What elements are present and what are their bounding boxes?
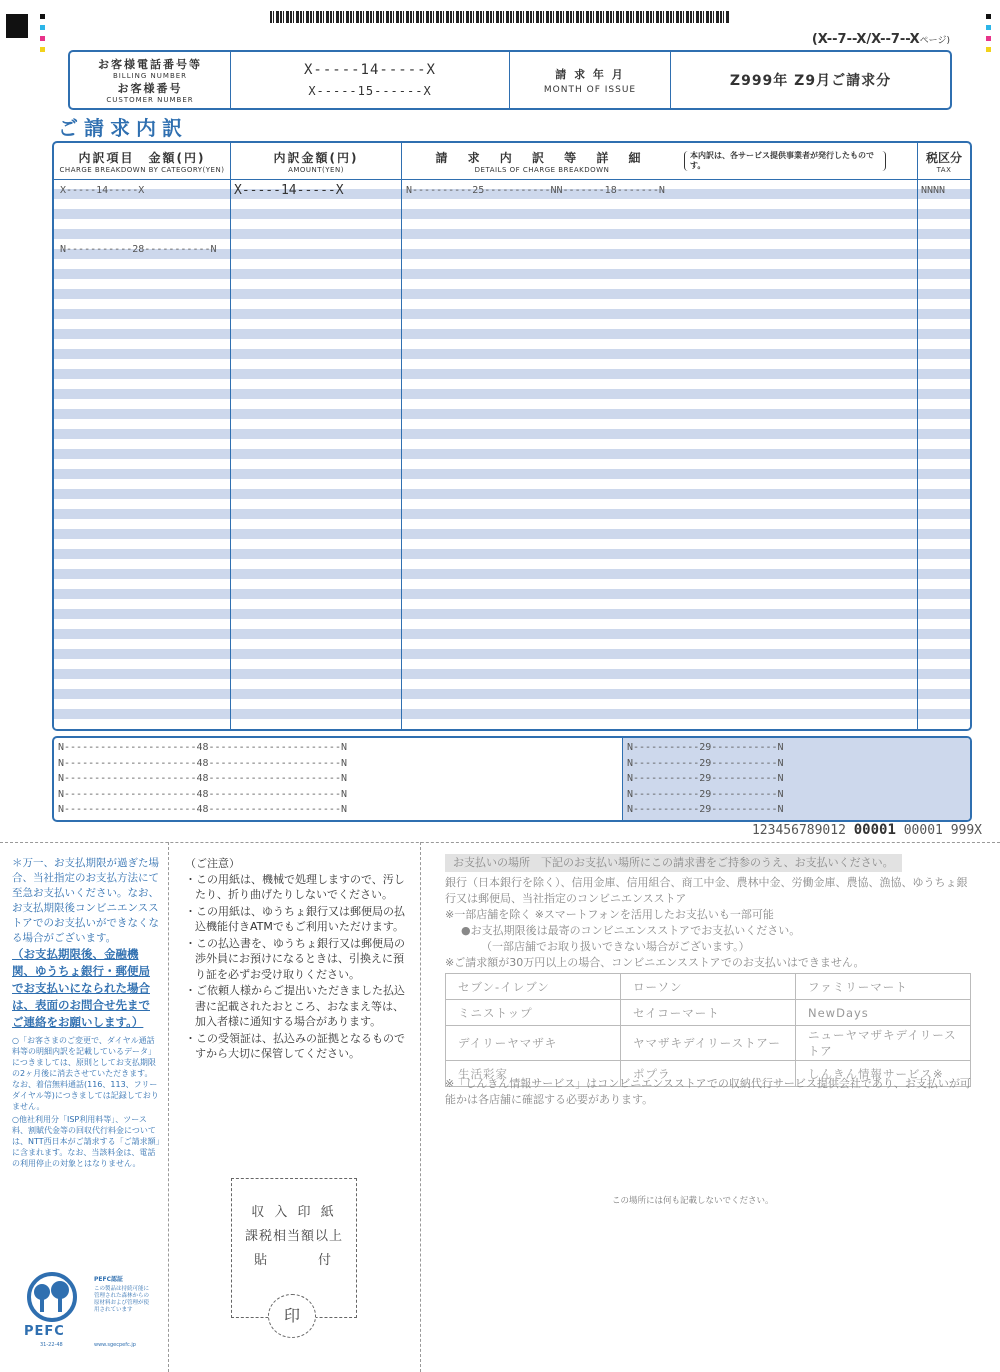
- billing-number: X-----14-----X: [303, 62, 436, 78]
- serial-number: 123456789012 00001 00001 999X: [751, 822, 982, 838]
- summary-left-row: N----------------------48----------------------N: [58, 773, 347, 784]
- perforation-vertical-2: [420, 842, 421, 1372]
- summary-right-row: N-----------29-----------N: [627, 804, 784, 815]
- caution-item: ・この用紙は、ゆうちょ銀行又は郵便局の払込機能付きATMでもご利用いただけます。: [185, 904, 405, 933]
- row2-category: N-----------28-----------N: [60, 244, 217, 255]
- registration-square: [6, 14, 28, 38]
- summary-right-row: N-----------29-----------N: [627, 773, 784, 784]
- month-label-cell: 請 求 年 月 MONTH OF ISSUE: [510, 52, 671, 108]
- caution-item: ・この払込書を、ゆうちょ銀行又は郵便局の渉外員にお預けになるときは、引換えに預り証を必ずお受け取りください。: [185, 936, 405, 981]
- summary-right-row: N-----------29-----------N: [627, 742, 784, 753]
- overdue-notice: ＊万一、お支払期限が過ぎた場合、当社指定のお支払方法にて至急お支払いください。なお、お支払期限後コンビニエンスストアでのお支払いができなくなる場合がございます。 （お支払期限後、金融機関、ゆうちょ銀行・郵便局でお支払いになられた場合は、表面のお問合せ先までご連絡をお願いします。） ○「お客さまのご変更で、ダイヤル通話料等の明細内訳を記載しているデータ」につきましては、原則としてお支払期限の2ヶ月後に消去させていただきます。なお、着信無料通話(116、113、フリーダイヤル等)につきましては記録しておりません。 ○他社利用分「ISP利用料等」、ツース料、割賦代金等の回収代行料金については、NTT西日本がご請求する「ご請求額」に含まれます。なお、当該料金は、電話の利用停止の対象とはなりません。: [12, 857, 160, 1168]
- store-cell: ニューヤマザキデイリーストア: [796, 1026, 971, 1061]
- month-of-issue: Z999年 Z9月ご請求分: [729, 73, 892, 89]
- store-cell: セイコーマート: [621, 1000, 796, 1026]
- billing-label: お客様電話番号等: [98, 58, 202, 71]
- caution-item: ・この受領証は、払込みの証拠となるものですから大切に保管してください。: [185, 1031, 405, 1060]
- summary-right: [622, 738, 970, 822]
- table-row: [446, 1026, 971, 1061]
- store-cell: NewDays: [796, 1000, 971, 1026]
- table-row: [446, 974, 971, 1000]
- billing-value-cell: [231, 52, 510, 108]
- store-cell: 生活彩家: [446, 1061, 621, 1087]
- table-stripes: [54, 180, 970, 729]
- row1-details: N----------25-----------NN-------18-------N: [406, 185, 665, 196]
- barcode: [270, 11, 730, 23]
- store-cell: ミニストップ: [446, 1000, 621, 1026]
- store-cell: しんきん情報サービス※: [796, 1061, 971, 1087]
- header-amount: 内訳金額(円) AMOUNT(YEN): [273, 150, 359, 174]
- summary-right-row: N-----------29-----------N: [627, 788, 784, 800]
- caution-item: ・ご依頼人様からご提出いただきました払込書に記載されたおところ、おなまえ等は、加入者様に通知する場合があります。: [185, 984, 405, 1028]
- summary-left-row: N----------------------48----------------------N: [58, 788, 347, 800]
- store-cell: ファミリーマート: [796, 974, 971, 1000]
- color-marks-left: [40, 14, 45, 58]
- summary-left: [54, 738, 622, 822]
- store-footnote: ※「しんきん情報サービス」はコンビニエンスストアでの収納代行サービス提供会社であり、お支払いが可能かは各店舗に確認する必要があります。: [445, 1077, 971, 1106]
- header-details: 請 求 内 訳 等 詳 細 DETAILS OF CHARGE BREAKDOWN: [435, 150, 649, 174]
- row1-amount: X-----14-----X: [234, 183, 344, 198]
- page-number: (X--7--X/X--7--Xページ): [811, 32, 950, 47]
- month-value-cell: [671, 52, 950, 108]
- summary-left-row: N----------------------48----------------------N: [58, 804, 347, 815]
- convenience-store-table: [445, 973, 971, 1087]
- customer-label: お客様番号: [117, 82, 183, 95]
- section-title: ご請求内訳: [58, 116, 188, 140]
- no-entry-notice: この場所には何も記載しないでください。: [612, 1196, 774, 1206]
- caution-notes: [185, 856, 407, 1063]
- overdue-contact-notice: （お支払期限後、金融機関、ゆうちょ銀行・郵便局でお支払いになられた場合は、表面のお問合せ先までご連絡をお願いします。）: [12, 947, 150, 1029]
- perforation-horizontal: [0, 842, 1000, 843]
- summary-left-row: N----------------------48----------------------N: [58, 757, 347, 769]
- store-cell: ヤマザキデイリーストアー: [621, 1026, 796, 1061]
- caution-item: ・この用紙は、機械で処理しますので、汚したり、折り曲げたりしないでください。: [185, 872, 405, 901]
- row1-tax: NNNN: [921, 185, 946, 196]
- store-cell: ローソン: [621, 974, 796, 1000]
- charge-breakdown-table: [52, 141, 972, 731]
- seal-mark: 印: [268, 1294, 316, 1338]
- perforation-vertical-1: [168, 842, 169, 1372]
- table-row: [446, 1000, 971, 1026]
- store-cell: ポプラ: [621, 1061, 796, 1087]
- store-cell: デイリーヤマザキ: [446, 1026, 621, 1061]
- revenue-stamp-area: 収 入 印 紙 課税相当額以上 貼 付: [231, 1178, 357, 1318]
- customer-number: X-----15------X: [308, 84, 432, 98]
- store-cell: セブン-イレブン: [446, 974, 621, 1000]
- color-marks-right: [986, 14, 991, 58]
- header-category: 内訳項目 金額(円) CHARGE BREAKDOWN BY CATEGORY(YEN): [59, 150, 225, 174]
- summary-right-row: N-----------29-----------N: [627, 757, 784, 769]
- caution-title: （ご注意）: [185, 857, 240, 870]
- payment-band: お支払いの場所 下記のお支払い場所にこの請求書をご持参のうえ、お支払いください。: [445, 854, 902, 872]
- billing-label-cell: お客様電話番号等 BILLING NUMBER お客様番号 CUSTOMER NUMBER: [70, 52, 231, 108]
- row1-category: X-----14-----X: [60, 185, 145, 196]
- summary-left-row: N----------------------48----------------------N: [58, 742, 347, 753]
- payment-locations: お支払いの場所 下記のお支払い場所にこの請求書をご持参のうえ、お支払いください。 銀行（日本銀行を除く）、信用金庫、信用組合、商工中金、農林中金、労働金庫、農協、漁協、ゆうちょ銀行又は郵便局、当社指定のコンビニエンスストア ※一部店舗を除く ※スマートフォンを活用したお支払いも一部可能 ●お支払期限後は最寄のコンビニエンスストアでお支払いください。 （一部店舗でお取り扱いできない場合がございます。） ※ご請求額が30万円以上の場合、コンビニエンスストアでのお支払いはできません。: [445, 856, 968, 969]
- header-tax: 税区分 TAX: [925, 150, 962, 174]
- summary-box: [52, 736, 972, 822]
- pefc-tree-icon: [22, 1272, 82, 1322]
- details-note: 本内訳は、各サービス提供事業者が発行したものです。: [684, 151, 886, 171]
- billing-header: [68, 50, 952, 110]
